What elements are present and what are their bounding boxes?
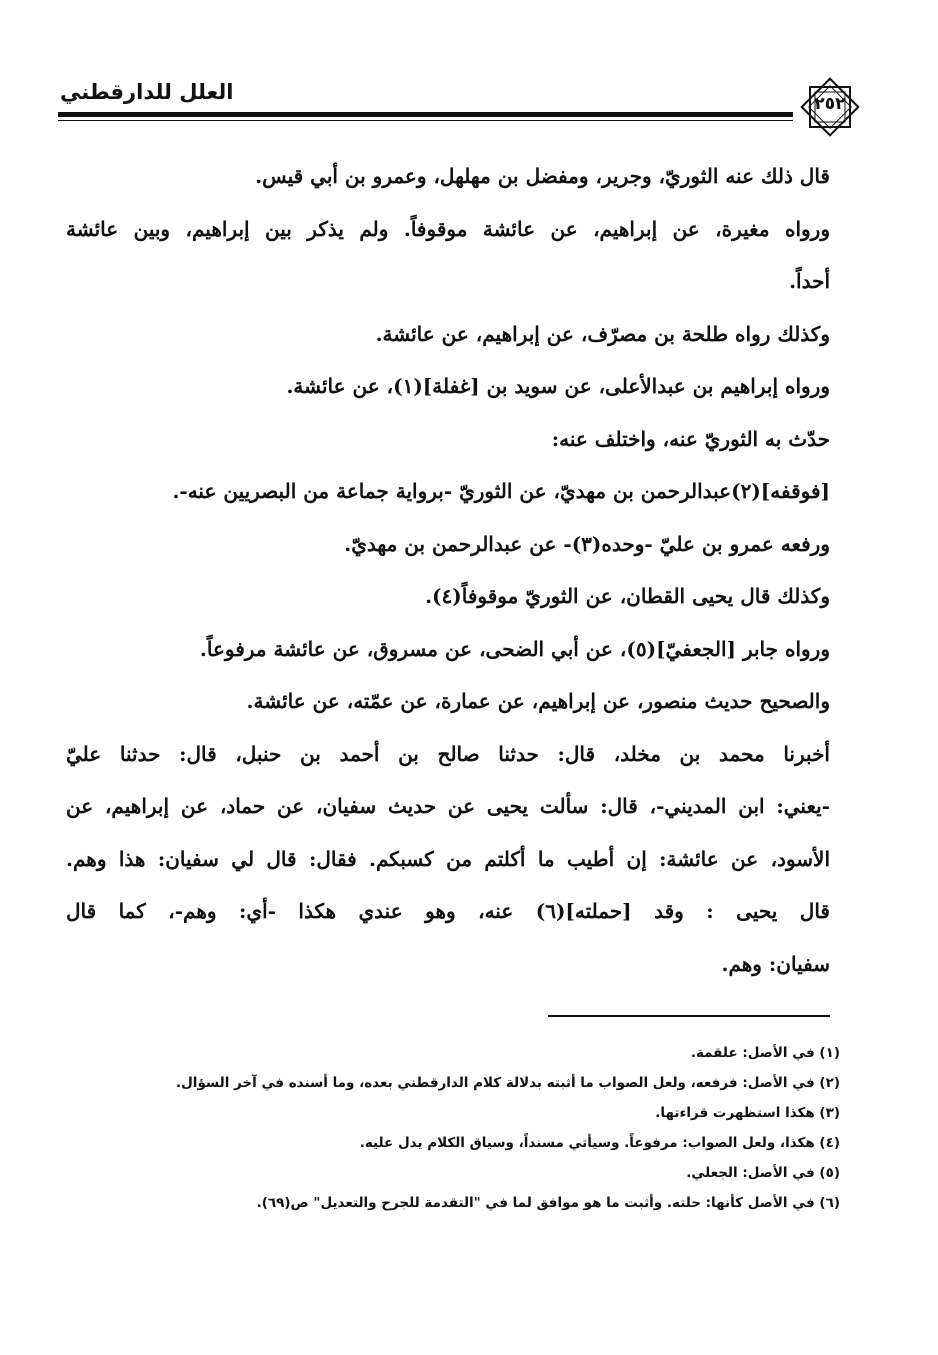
header-rule-thick bbox=[58, 112, 793, 117]
text-line: -يعني: ابن المديني-، قال: سألت يحيى عن حديث سفيان، عن حماد، عن إبراهيم، عن bbox=[66, 794, 830, 818]
text-line: حدّث به الثوريّ عنه، واختلف عنه: bbox=[551, 426, 830, 451]
page-number: ٢٥٢ bbox=[814, 94, 846, 114]
text-line: والصحيح حديث منصور، عن إبراهيم، عن عمارة، عن عمّته، عن عائشة. bbox=[246, 689, 830, 713]
text-line: ورفعه عمرو بن عليّ -وحده(٣)- عن عبدالرحمن بن مهديّ. bbox=[344, 531, 830, 556]
footnote: (٢) في الأصل: فرفعه، ولعل الصواب ما أثبته بدلالة كلام الدارقطني بعده، وما أسنده في آخر السؤال. bbox=[175, 1075, 840, 1091]
text-line: الأسود، عن عائشة: إن أطيب ما أكلتم من كسبكم. فقال: قال لي سفيان: هذا وهم. bbox=[66, 846, 830, 871]
footnote: (١) في الأصل: علقمة. bbox=[690, 1045, 840, 1061]
text-line: [فوقفه](٢)عبدالرحمن بن مهديّ، عن الثوريّ -برواية جماعة من البصريين عنه-. bbox=[172, 479, 830, 503]
text-line: قال ذلك عنه الثوريّ، وجرير، ومفضل بن مهلهل، وعمرو بن أبي قيس. bbox=[255, 164, 830, 188]
text-line: أحداً. bbox=[789, 269, 830, 293]
footnote: (٤) هكذا، ولعل الصواب: مرفوعاً. وسيأتي مسنداً، وسياق الكلام يدل عليه. bbox=[359, 1135, 840, 1151]
footnote: (٣) هكذا استظهرت قراءتها. bbox=[655, 1105, 840, 1121]
header-rule-thin bbox=[58, 120, 793, 121]
text-line: وكذلك رواه طلحة بن مصرّف، عن إبراهيم، عن عائشة. bbox=[375, 321, 830, 346]
text-line: قال يحيى : وقد [حملته](٦) عنه، وهو عندي هكذا -أي: وهم-، كما قال bbox=[66, 899, 830, 923]
text-line: وكذلك قال يحيى القطان، عن الثوريّ موقوفاً(٤). bbox=[425, 584, 830, 608]
text-line: ورواه إبراهيم بن عبدالأعلى، عن سويد بن [غفلة](١)، عن عائشة. bbox=[286, 374, 830, 398]
text-line: ورواه مغيرة، عن إبراهيم، عن عائشة موقوفاً. ولم يذكر بين إبراهيم، وبين عائشة bbox=[66, 216, 830, 241]
book-title: العلل للدارقطني bbox=[60, 80, 234, 104]
footnotes bbox=[150, 1038, 840, 1218]
text-line: أخبرنا محمد بن مخلد، قال: حدثنا صالح بن أحمد بن حنبل، قال: حدثنا عليّ bbox=[66, 741, 830, 766]
footnote-divider bbox=[548, 1015, 830, 1017]
text-line: سفيان: وهم. bbox=[721, 951, 830, 976]
main-text bbox=[66, 150, 830, 990]
text-line: ورواه جابر [الجعفيّ](٥)، عن أبي الضحى، عن مسروق، عن عائشة مرفوعاً. bbox=[199, 636, 830, 661]
footnote: (٦) في الأصل كأنها: حلته. وأثبت ما هو موافق لما في "التقدمة للجرح والتعديل" ص(٦٩). bbox=[256, 1195, 840, 1211]
page-number-badge bbox=[797, 74, 863, 140]
footnote: (٥) في الأصل: الجعلي. bbox=[686, 1165, 840, 1181]
